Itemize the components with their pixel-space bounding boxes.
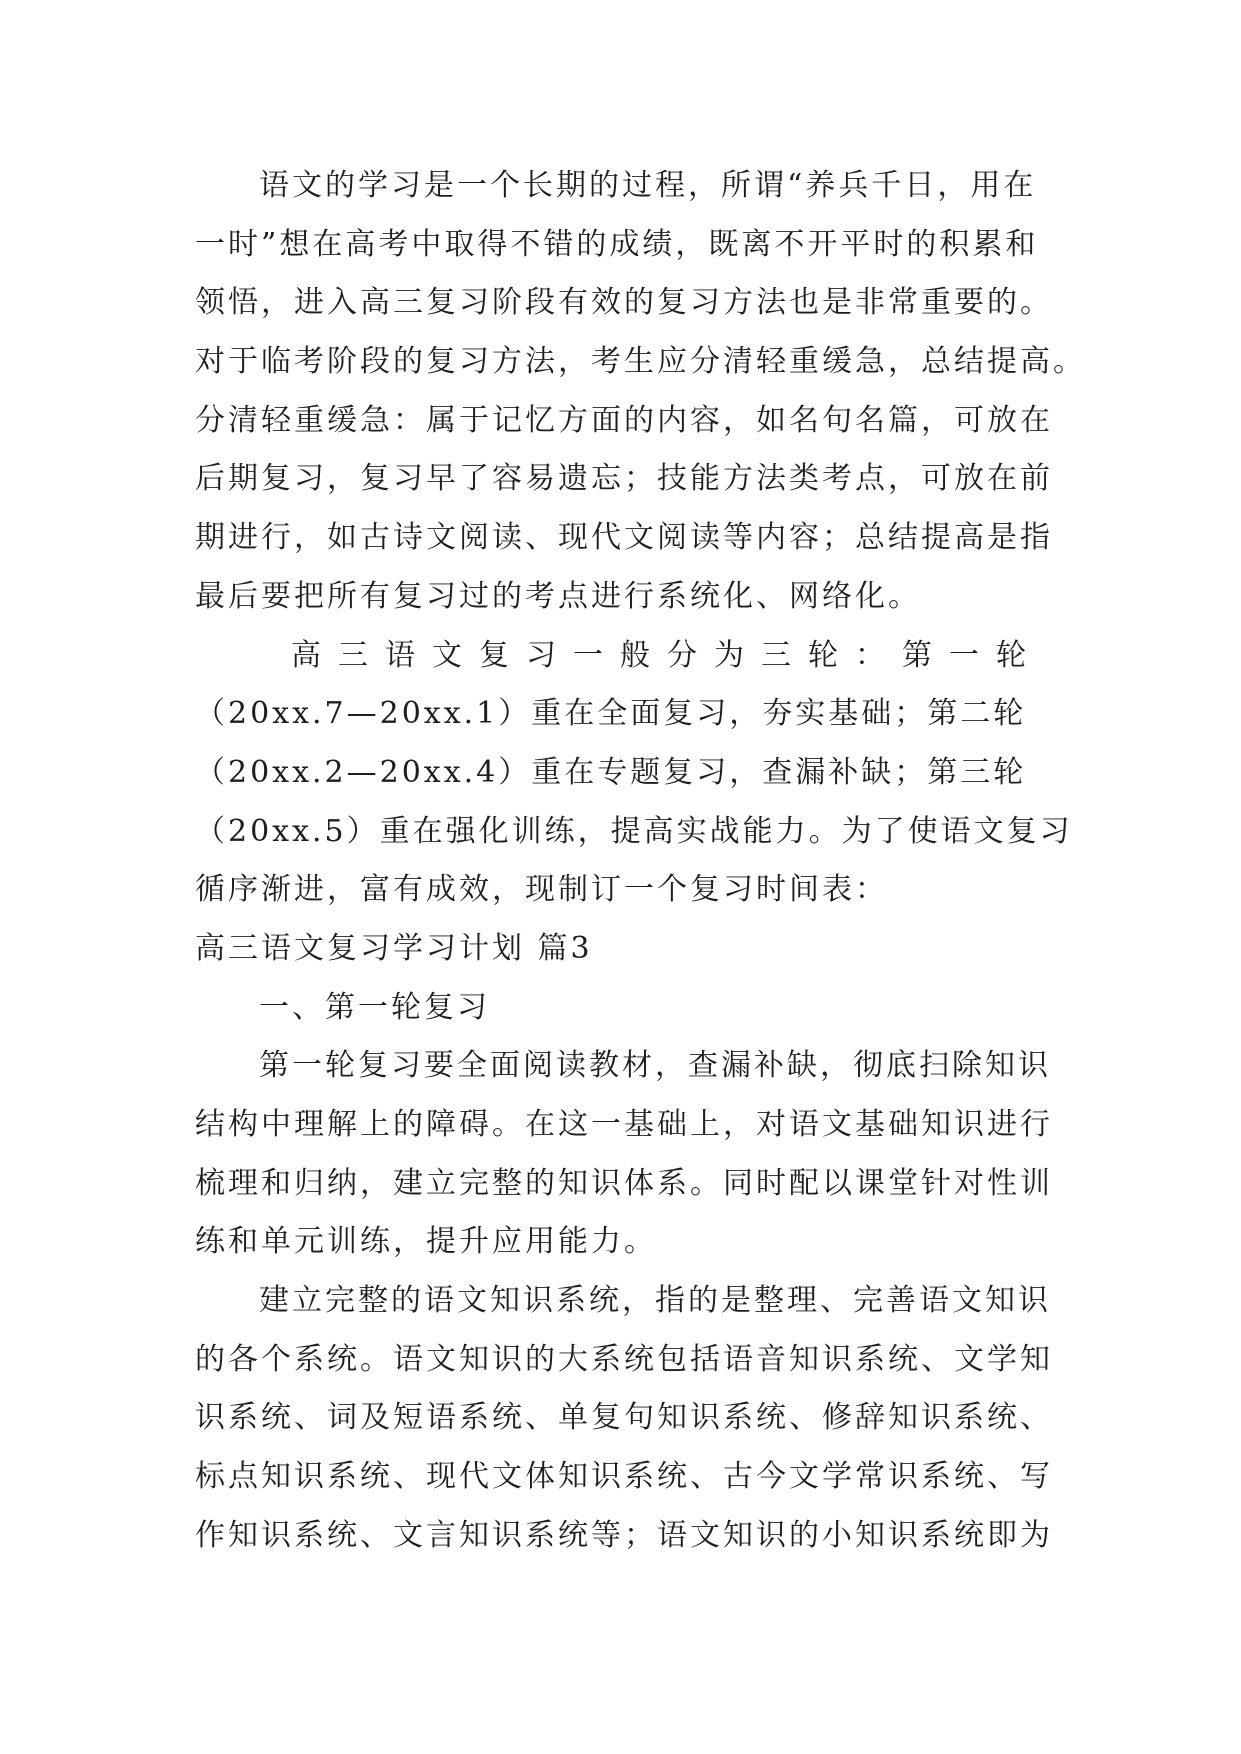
paragraph-line: 语文的学习是一个长期的过程，所谓“养兵千日，用在 [259,168,1037,203]
paragraph-line: （20xx.5）重在强化训练，提高实战能力。为了使语文复习 [195,813,1073,849]
paragraph-line: 第一轮复习要全面阅读教材，查漏补缺，彻底扫除知识 [259,1048,1051,1084]
schedule-paragraph [195,627,1095,920]
paragraph-line: 练和单元训练，提升应用能力。 [195,1224,657,1260]
intro-paragraph [195,157,1095,627]
paragraph-line: （20xx.2—20xx.4）重在专题复习，查漏补缺；第三轮 [195,754,1027,790]
paragraph-line: 建立完整的语文知识系统，指的是整理、完善语文知识 [259,1283,1051,1319]
paragraph-line: 对于临考阶段的复习方法，考生应分清轻重缓急，总结提高。 [195,344,1086,380]
subsection-title: 一、第一轮复习 [259,989,490,1025]
paragraph-line: 结构中理解上的障碍。在这一基础上，对语文基础知识进行 [195,1107,1053,1142]
paragraph-line: 最后要把所有复习过的考点进行系统化、网络化。 [195,578,921,614]
knowledge-system-paragraph [195,1272,1095,1565]
paragraph-line: 领悟，进入高三复习阶段有效的复习方法也是非常重要的。 [195,285,1053,321]
section-title: 高三语文复习学习计划 篇3 [195,930,593,966]
paragraph-line: 期进行，如古诗文阅读、现代文阅读等内容；总结提高是指 [195,520,1053,556]
paragraph-line: 一时”想在高考中取得不错的成绩，既离不开平时的积累和 [195,226,1039,262]
paragraph-line: 的各个系统。语文知识的大系统包括语音知识系统、文学知 [195,1341,1053,1377]
first-round-paragraph [195,1037,1095,1272]
paragraph-line: 梳理和归纳，建立完整的知识体系。同时配以课堂针对性训 [195,1165,1053,1201]
paragraph-line: 识系统、词及短语系统、单复句知识系统、修辞知识系统、 [195,1400,1053,1436]
paragraph-line: 标点知识系统、现代文体知识系统、古今文学常识系统、写 [195,1459,1053,1495]
paragraph-line: （20xx.7—20xx.1）重在全面复习，夯实基础；第二轮 [195,696,1027,732]
paragraph-line: 分清轻重缓急：属于记忆方面的内容，如名句名篇，可放在 [195,402,1053,438]
paragraph-line: 循序渐进，富有成效，现制订一个复习时间表： [195,872,888,908]
paragraph-line: 高三语文复习一般分为三轮：第一轮 [291,637,1043,673]
document-body [195,157,1095,1566]
paragraph-line: 作知识系统、文言知识系统等；语文知识的小知识系统即为 [195,1517,1053,1553]
paragraph-line: 后期复习，复习早了容易遗忘；技能方法类考点，可放在前 [195,461,1053,497]
